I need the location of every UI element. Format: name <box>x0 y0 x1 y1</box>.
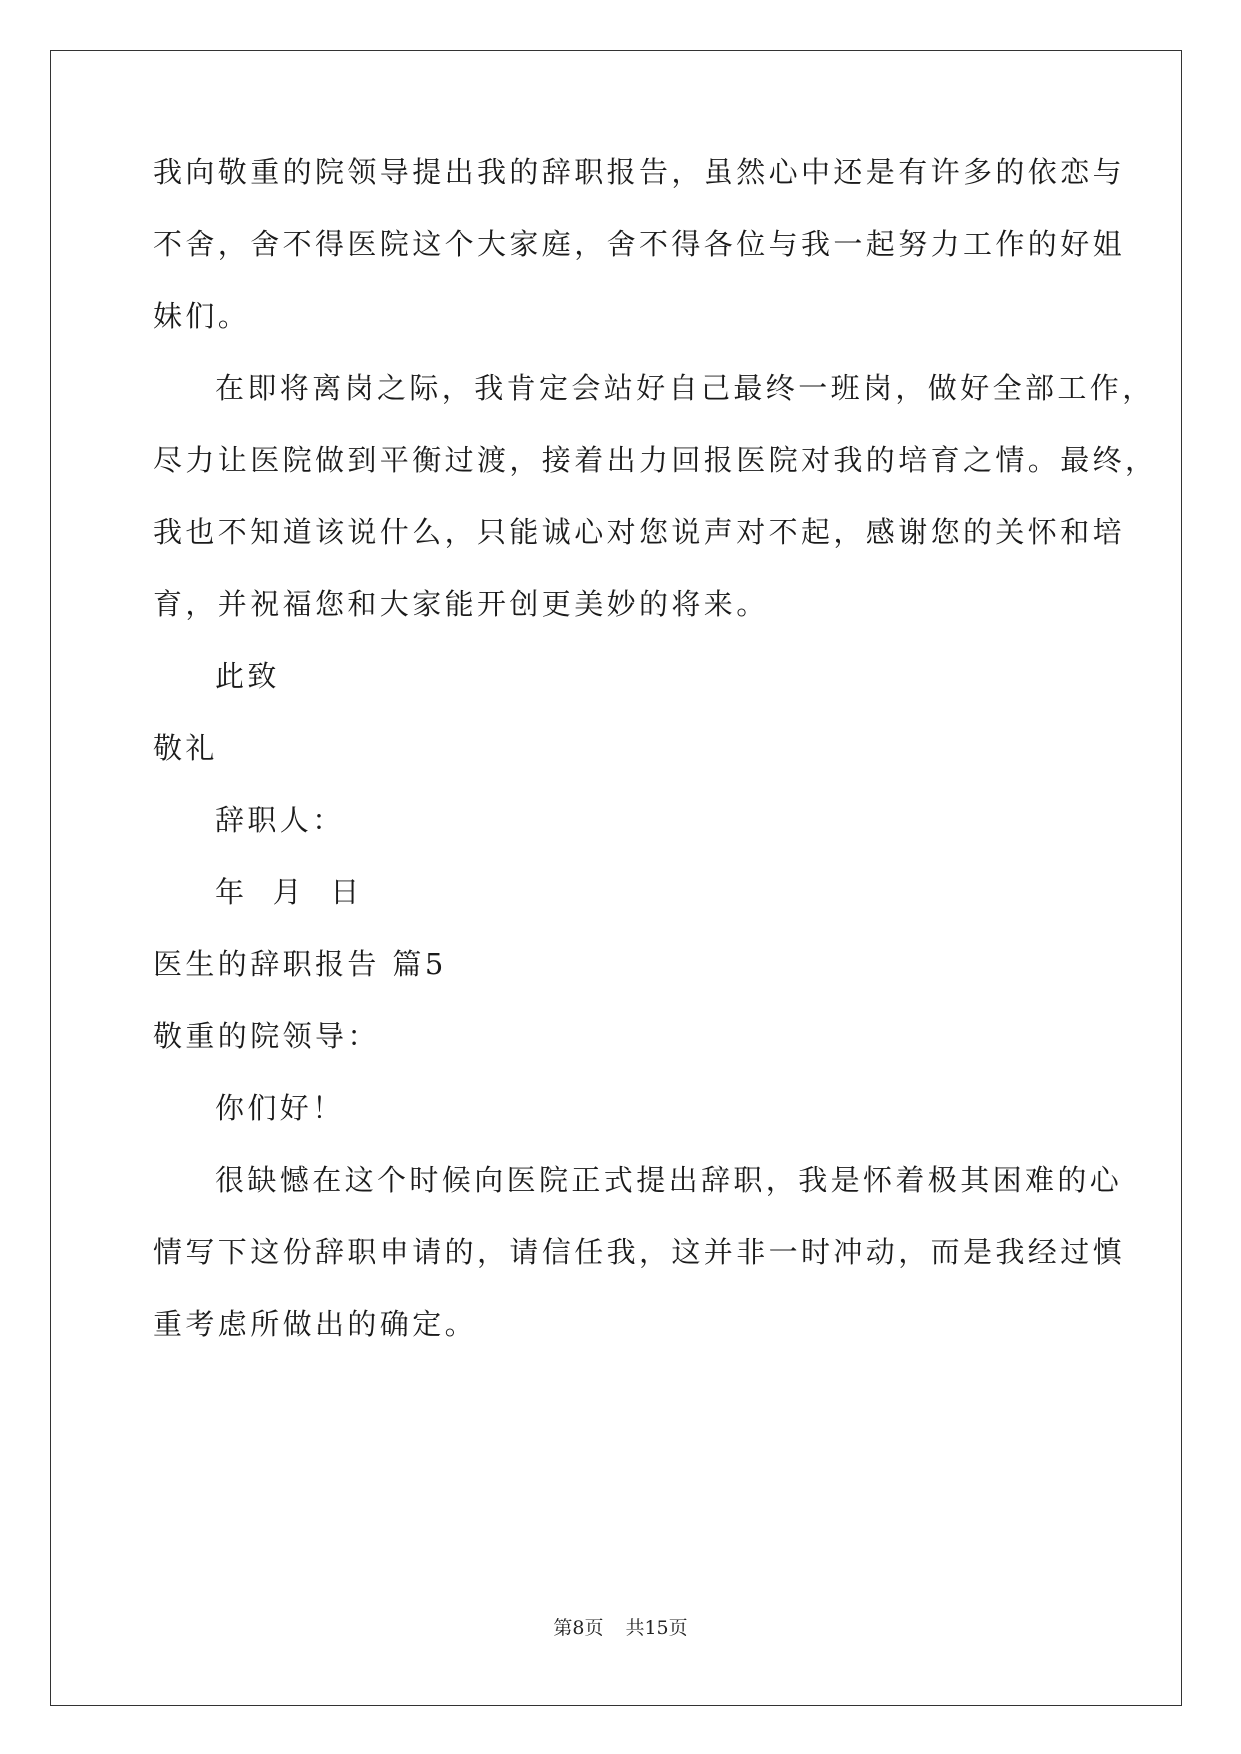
paragraph-line: 重考虑所做出的确定。 <box>153 1307 478 1341</box>
section-title: 医生的辞职报告 篇5 <box>153 947 447 981</box>
paragraph-line: 尽力让医院做到平衡过渡，接着出力回报医院对我的培育之情。最终， <box>153 443 1158 477</box>
paragraph-line: 在即将离岗之际，我肯定会站好自己最终一班岗，做好全部工作， <box>215 371 1155 405</box>
page-footer <box>0 1616 1241 1640</box>
paragraph-line: 我也不知道该说什么，只能诚心对您说声对不起，感谢您的关怀和培 <box>153 515 1126 549</box>
page-total: 共15页 <box>625 1617 688 1639</box>
closing-salutation: 此致 <box>215 659 280 693</box>
page-number: 第8页 <box>553 1617 604 1639</box>
paragraph-line: 我向敬重的院领导提出我的辞职报告，虽然心中还是有许多的依恋与 <box>153 155 1126 189</box>
letter-greeting: 你们好！ <box>215 1091 345 1125</box>
signer-label: 辞职人： <box>215 803 345 837</box>
paragraph-line: 情写下这份辞职申请的，请信任我，这并非一时冲动，而是我经过慎 <box>153 1235 1126 1269</box>
date-label: 年 月 日 <box>215 875 363 909</box>
paragraph-line: 不舍，舍不得医院这个大家庭，舍不得各位与我一起努力工作的好姐 <box>153 227 1126 261</box>
paragraph-line: 很缺憾在这个时候向医院正式提出辞职，我是怀着极其困难的心 <box>215 1163 1123 1197</box>
letter-addressee: 敬重的院领导： <box>153 1019 380 1053</box>
paragraph-line: 育，并祝福您和大家能开创更美妙的将来。 <box>153 587 769 621</box>
closing-respect: 敬礼 <box>153 731 218 765</box>
paragraph-line: 妹们。 <box>153 299 251 333</box>
